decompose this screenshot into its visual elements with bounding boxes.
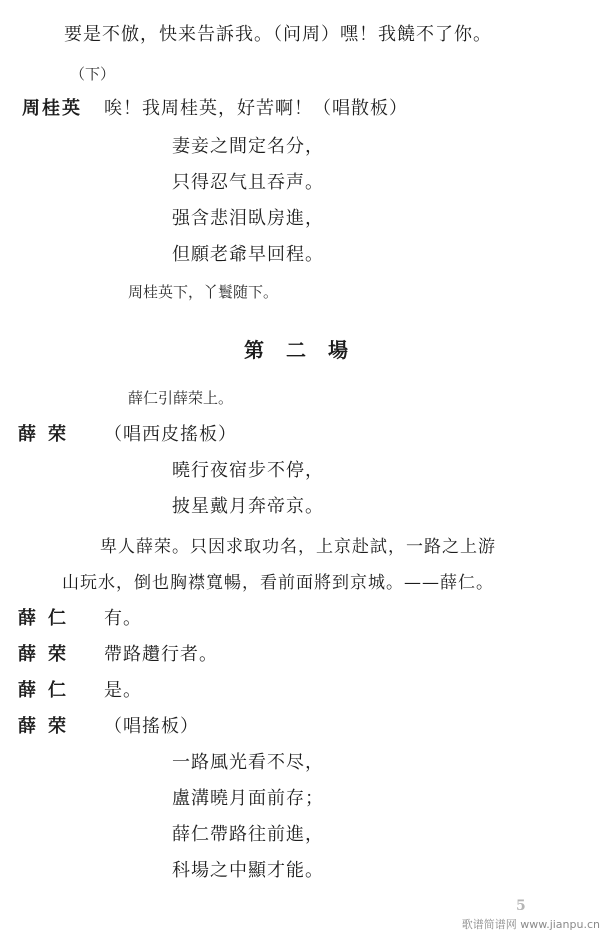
verse-line: 只得忍气且吞声。	[172, 172, 324, 193]
dialogue-line: 要是不倣，快来告訴我。（问周）嘿！我饒不了你。	[64, 24, 492, 45]
verse-line: 盧溝曉月面前存；	[172, 788, 324, 809]
verse-line: 强含悲泪臥房進，	[172, 208, 324, 229]
speaker-name: 薛仁	[18, 680, 78, 701]
aria-marker: （唱西皮搖板）	[104, 424, 237, 445]
verse-line: 薛仁帶路往前進，	[172, 824, 324, 845]
verse-line: 科場之中顯才能。	[172, 860, 324, 881]
dialogue-line: 唉！我周桂英，好苦啊！（唱散板）	[104, 98, 408, 119]
dialogue-line: 卑人薛荣。只因求取功名，上京赴試，一路之上游	[100, 537, 496, 557]
dialogue-line: 山玩水，倒也胸襟寬暢，看前面將到京城。——薛仁。	[62, 573, 494, 593]
page-number: 5	[516, 898, 526, 914]
stage-direction: （下）	[70, 65, 116, 83]
stage-direction: 薛仁引薛荣上。	[128, 389, 234, 407]
verse-line: 一路風光看不尽，	[172, 752, 324, 773]
speaker-name: 薛仁	[18, 608, 78, 629]
dialogue-line: 帶路趲行者。	[104, 644, 218, 665]
speaker-name: 薛荣	[18, 644, 78, 665]
verse-line: 妻妾之間定名分，	[172, 136, 324, 157]
speaker-name: 薛荣	[18, 424, 78, 445]
stage-direction: 周桂英下，丫鬟随下。	[128, 283, 279, 301]
aria-marker: （唱搖板）	[104, 716, 199, 737]
dialogue-line: 是。	[104, 680, 142, 701]
dialogue-line: 有。	[104, 608, 142, 629]
speaker-name: 薛荣	[18, 716, 78, 737]
watermark: 歌谱简谱网 www.jianpu.cn	[461, 918, 600, 931]
verse-line: 披星戴月奔帝京。	[172, 496, 324, 517]
speaker-name: 周桂英	[22, 98, 82, 119]
scene-title: 第二場	[244, 338, 370, 362]
verse-line: 但願老爺早回程。	[172, 244, 324, 265]
verse-line: 曉行夜宿步不停，	[172, 460, 324, 481]
